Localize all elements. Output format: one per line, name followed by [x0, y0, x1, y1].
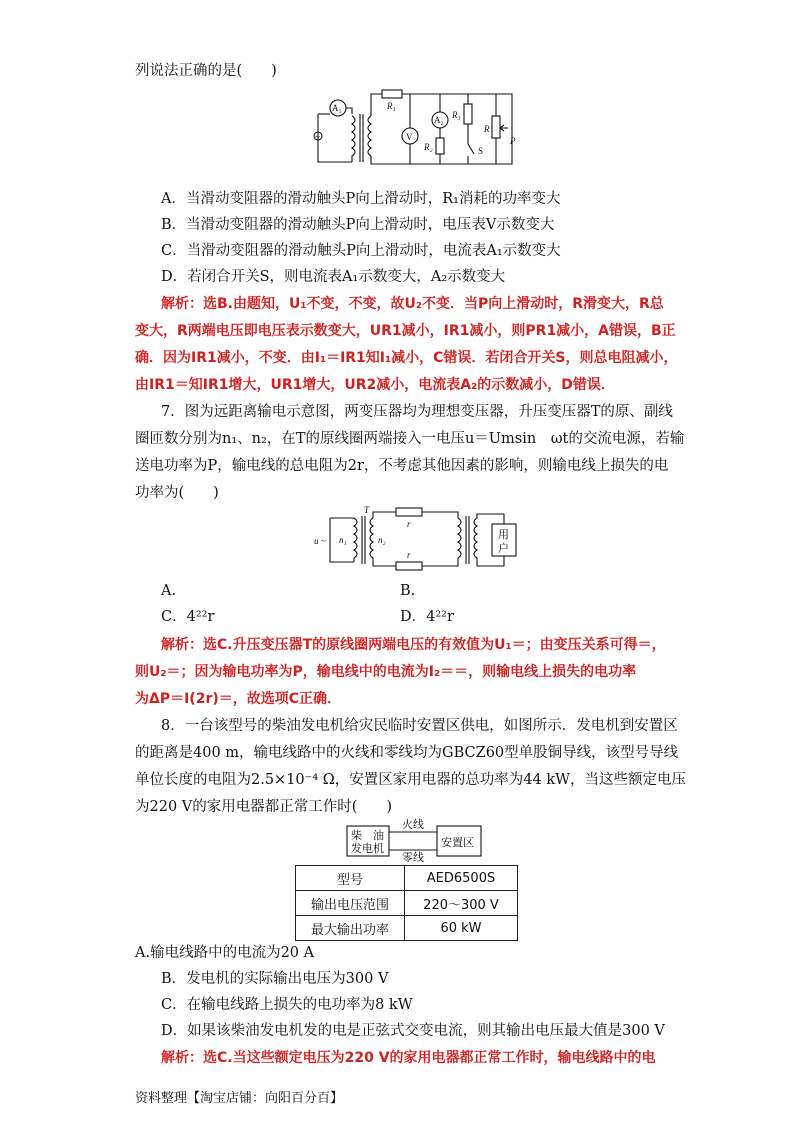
voltmeter-label: V — [406, 132, 413, 142]
user-label-2: 户 — [498, 543, 509, 555]
spec-key: 型号 — [296, 866, 405, 891]
q6-circuit-diagram — [300, 86, 530, 174]
table-row — [296, 916, 518, 941]
spec-key: 最大输出功率 — [296, 916, 405, 941]
q6-analysis-line-3: 确．因为IR1减小，不变．由I₁＝IR1知I₁减小，C错误．若闭合开关S，则总电阻减小， — [135, 350, 678, 366]
line-resistor-top-label: r — [407, 519, 411, 529]
q8-stem-line-1: 8．一台该型号的柴油发电机给灾民临时安置区供电，如图所示．发电机到安置区 — [161, 718, 678, 734]
q6-stem-end: 列说法正确的是( ) — [135, 63, 277, 79]
q7-transmission-diagram — [312, 504, 532, 574]
switch-s-label: S — [478, 146, 484, 156]
q7-option-a: A. — [161, 583, 177, 599]
q8-option-a: A.输电线路中的电流为20 A — [135, 945, 315, 961]
spec-key: 输出电压范围 — [296, 891, 405, 916]
spec-value: 60 kW — [405, 916, 518, 941]
q6-analysis-line-1: 解析：选B.由题知，U₁不变，不变，故U₂不变．当P向上滑动时，R滑变大，R总 — [161, 296, 664, 312]
live-wire-label: 火线 — [402, 819, 424, 831]
coil-n1-label: n₁ — [339, 535, 347, 545]
q7-option-c: C．4²²r — [161, 609, 215, 625]
q7-analysis-line-1: 解析：选C.升压变压器T的原线圈两端电压的有效值为U₁＝；由变压关系可得＝， — [161, 637, 666, 653]
line-resistor-bottom-label: r — [407, 550, 411, 560]
q7-option-b: B. — [400, 583, 416, 599]
q8-generator-diagram — [345, 818, 495, 862]
q6-analysis-line-4: 由IR1＝知IR1增大，UR1增大，UR2减小，电流表A₂的示数减小，D错误． — [135, 377, 615, 393]
ac-source-symbol: ~ — [315, 132, 320, 142]
slider-p-label: P — [510, 136, 516, 146]
neutral-wire-label: 零线 — [402, 852, 424, 862]
shelter-area-label: 安置区 — [441, 837, 474, 849]
q7-option-d: D．4²²r — [400, 609, 454, 625]
q8-stem-line-2: 的距离是400 m，输电线路中的火线和零线均为GBCZ60型单股铜导线，该型号导线 — [135, 745, 679, 761]
q7-stem-line-2: 圈匝数分别为n₁、n₂，在T的原线圈两端接入一电压u＝Umsin ωt的交流电源，若输 — [135, 431, 685, 447]
spec-value: AED6500S — [405, 866, 518, 891]
q7-analysis-line-3: 为ΔP＝I(2r)＝，故选项C正确． — [135, 691, 342, 707]
q8-option-d: D．如果该柴油发电机发的电是正弦式交变电流，则其输出电压最大值是300 V — [161, 1023, 665, 1039]
table-row — [296, 866, 518, 891]
q6-option-b: B．当滑动变阻器的滑动触头P向上滑动时，电压表V示数变大 — [161, 217, 555, 233]
q6-option-c: C．当滑动变阻器的滑动触头P向上滑动时，电流表A₁示数变大 — [161, 243, 561, 259]
spec-value: 220～300 V — [405, 891, 518, 916]
resistor-r3-label: R₃ — [452, 110, 461, 120]
resistor-r1-label: R₁ — [387, 101, 396, 111]
transformer-t-label: T — [364, 505, 370, 515]
q8-option-b: B．发电机的实际输出电压为300 V — [161, 971, 389, 987]
rheostat-r-label: R — [484, 124, 490, 134]
ammeter-a2-label: A₂ — [434, 115, 444, 125]
q8-stem-line-3: 单位长度的电阻为2.5×10⁻⁴ Ω，安置区家用电器的总功率为44 kW，当这些额定电压 — [135, 772, 687, 788]
generator-spec-table — [295, 865, 518, 941]
resistor-r2-label: R₂ — [424, 142, 433, 152]
q7-analysis-line-2: 则U₂＝；因为输电功率为P，输电线中的电流为I₂＝＝，则输电线上损失的电功率 — [135, 664, 637, 680]
q6-analysis-line-2: 变大，R两端电压即电压表示数变大，UR1减小，IR1减小，则PR1减小，A错误，B正 — [135, 323, 676, 339]
q8-option-c: C．在输电线路上损失的电功率为8 kW — [161, 997, 413, 1013]
generator-label-2: 发电机 — [351, 843, 384, 855]
q6-option-d: D．若闭合开关S，则电流表A₁示数变大，A₂示数变大 — [161, 269, 506, 285]
generator-label-1: 柴 油 — [351, 830, 384, 842]
q8-analysis-line-1: 解析：选C.当这些额定电压为220 V的家用电器都正常工作时，输电线路中的电 — [161, 1050, 656, 1066]
source-u-label: u ~ — [314, 536, 326, 546]
q8-stem-line-4: 为220 V的家用电器都正常工作时( ) — [135, 799, 393, 815]
page-footer: 资料整理【淘宝店铺：向阳百分百】 — [135, 1091, 344, 1106]
table-row — [296, 891, 518, 916]
q7-stem-line-4: 功率为( ) — [135, 485, 219, 501]
coil-n2-label: n₂ — [378, 535, 386, 545]
ammeter-a1-label: A₁ — [332, 103, 342, 113]
user-label-1: 用 — [498, 529, 509, 541]
q7-stem-line-3: 送电功率为P，输电线的总电阻为2r，不考虑其他因素的影响，则输电线上损失的电 — [135, 458, 669, 474]
q6-option-a: A．当滑动变阻器的滑动触头P向上滑动时，R₁消耗的功率变大 — [161, 191, 561, 207]
q7-stem-line-1: 7．图为远距离输电示意图，两变压器均为理想变压器，升压变压器T的原、副线 — [161, 404, 673, 420]
